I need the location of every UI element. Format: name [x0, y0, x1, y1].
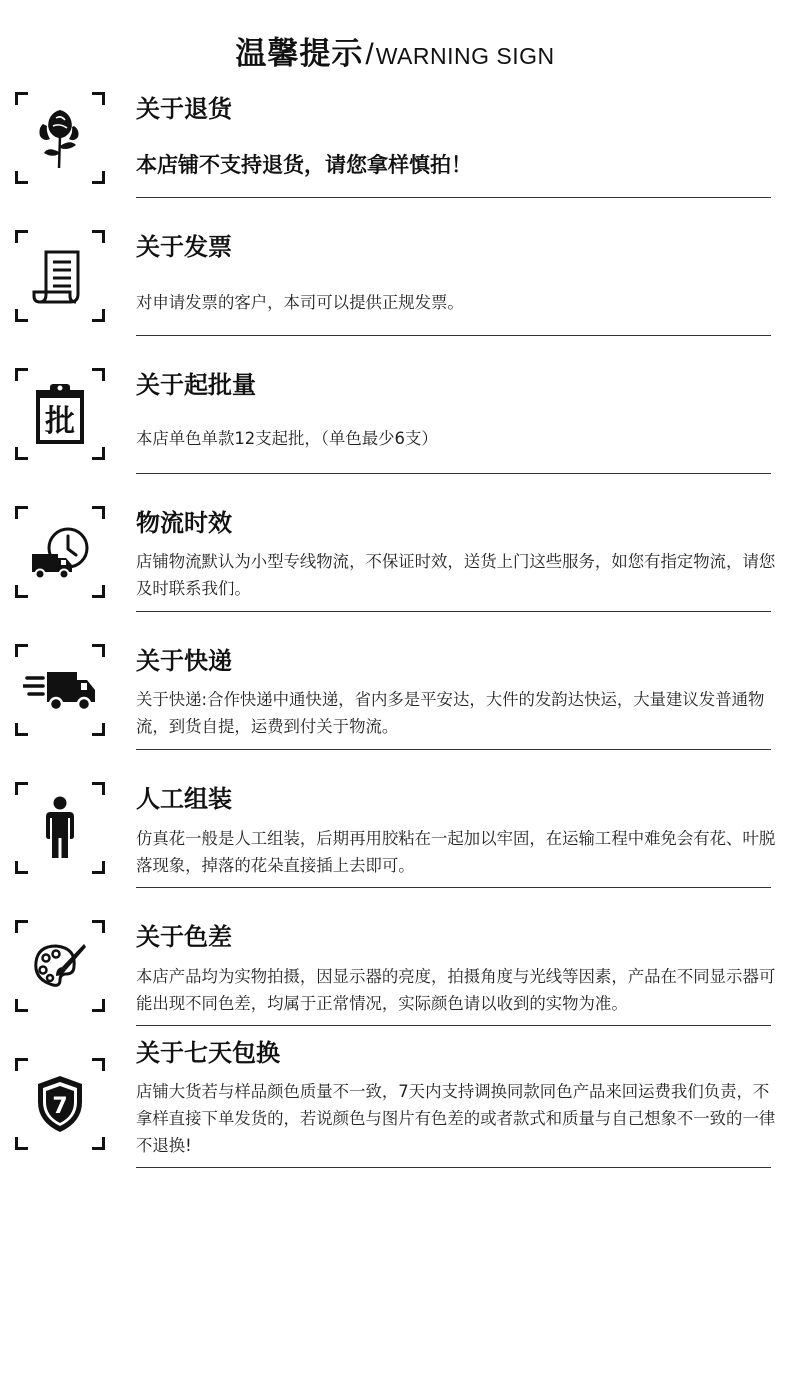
rose-icon [30, 106, 90, 170]
delivery-truck-clock-icon [30, 520, 90, 584]
title-separator: / [365, 38, 374, 71]
icon-frame [15, 920, 105, 1012]
divider [136, 473, 771, 474]
section-title: 物流时效 [136, 509, 232, 537]
section-text: 对申请发票的客户，本司可以提供正规发票。 [136, 293, 464, 312]
section-title: 关于发票 [136, 233, 232, 261]
paint-palette-icon [30, 934, 90, 998]
shield-glyph: 7 [52, 1094, 68, 1119]
icon-frame [15, 368, 105, 460]
page-header [0, 28, 790, 73]
page-subtitle: WARNING SIGN [375, 43, 555, 69]
divider [136, 749, 771, 750]
icon-frame [15, 92, 105, 184]
divider [136, 611, 771, 612]
section-title: 人工组装 [136, 785, 232, 813]
section-title: 关于快递 [136, 647, 232, 675]
section-text: 店铺大货若与样品颜色质量不一致，7天内支持调换同款同色产品来回运费我们负责，不拿样直接下单发货的，若说颜色与图片有色差的或者款式和质量与自己想象不一致的一律不退换! [136, 1082, 776, 1155]
section-title: 关于七天包换 [136, 1039, 280, 1067]
section-text: 关于快递:合作快递中通快递，省内多是平安达，大件的发韵达快运，大量建议发普通物流，到货自提，运费到付关于物流。 [136, 690, 765, 736]
section-text: 本店产品均为实物拍摄，因显示器的亮度，拍摄角度与光线等因素，产品在不同显示器可能出现不同色差，均属于正常情况，实际颜色请以收到的实物为准。 [136, 967, 776, 1013]
icon-frame [15, 782, 105, 874]
icon-frame [15, 644, 105, 736]
clipboard-glyph: 批 [45, 404, 75, 439]
clipboard-batch-icon [30, 382, 90, 446]
divider [136, 197, 771, 198]
section-text: 仿真花一般是人工组装，后期再用胶粘在一起加以牢固，在运输工程中难免会有花、叶脱落现象，掉落的花朵直接插上去即可。 [136, 829, 776, 875]
section-title: 关于退货 [136, 95, 232, 123]
person-icon [30, 796, 90, 860]
invoice-scroll-icon [30, 244, 90, 308]
fast-truck-icon [23, 658, 97, 722]
divider [136, 887, 771, 888]
section-text: 本店单色单款12支起批，（单色最少6支） [136, 429, 438, 448]
divider [136, 335, 771, 336]
section-title: 关于起批量 [136, 371, 256, 399]
icon-frame [15, 1058, 105, 1150]
icon-frame [15, 230, 105, 322]
section-text: 店铺物流默认为小型专线物流，不保证时效，送货上门这些服务，如您有指定物流，请您及时联系我们。 [136, 552, 776, 598]
divider [136, 1025, 771, 1026]
divider [136, 1167, 771, 1168]
section-text: 本店铺不支持退货，请您拿样慎拍！ [136, 153, 472, 177]
section-title: 关于色差 [136, 923, 232, 951]
page-title: 温馨提示 [235, 36, 364, 72]
icon-frame [15, 506, 105, 598]
shield-seven-icon [30, 1072, 90, 1136]
